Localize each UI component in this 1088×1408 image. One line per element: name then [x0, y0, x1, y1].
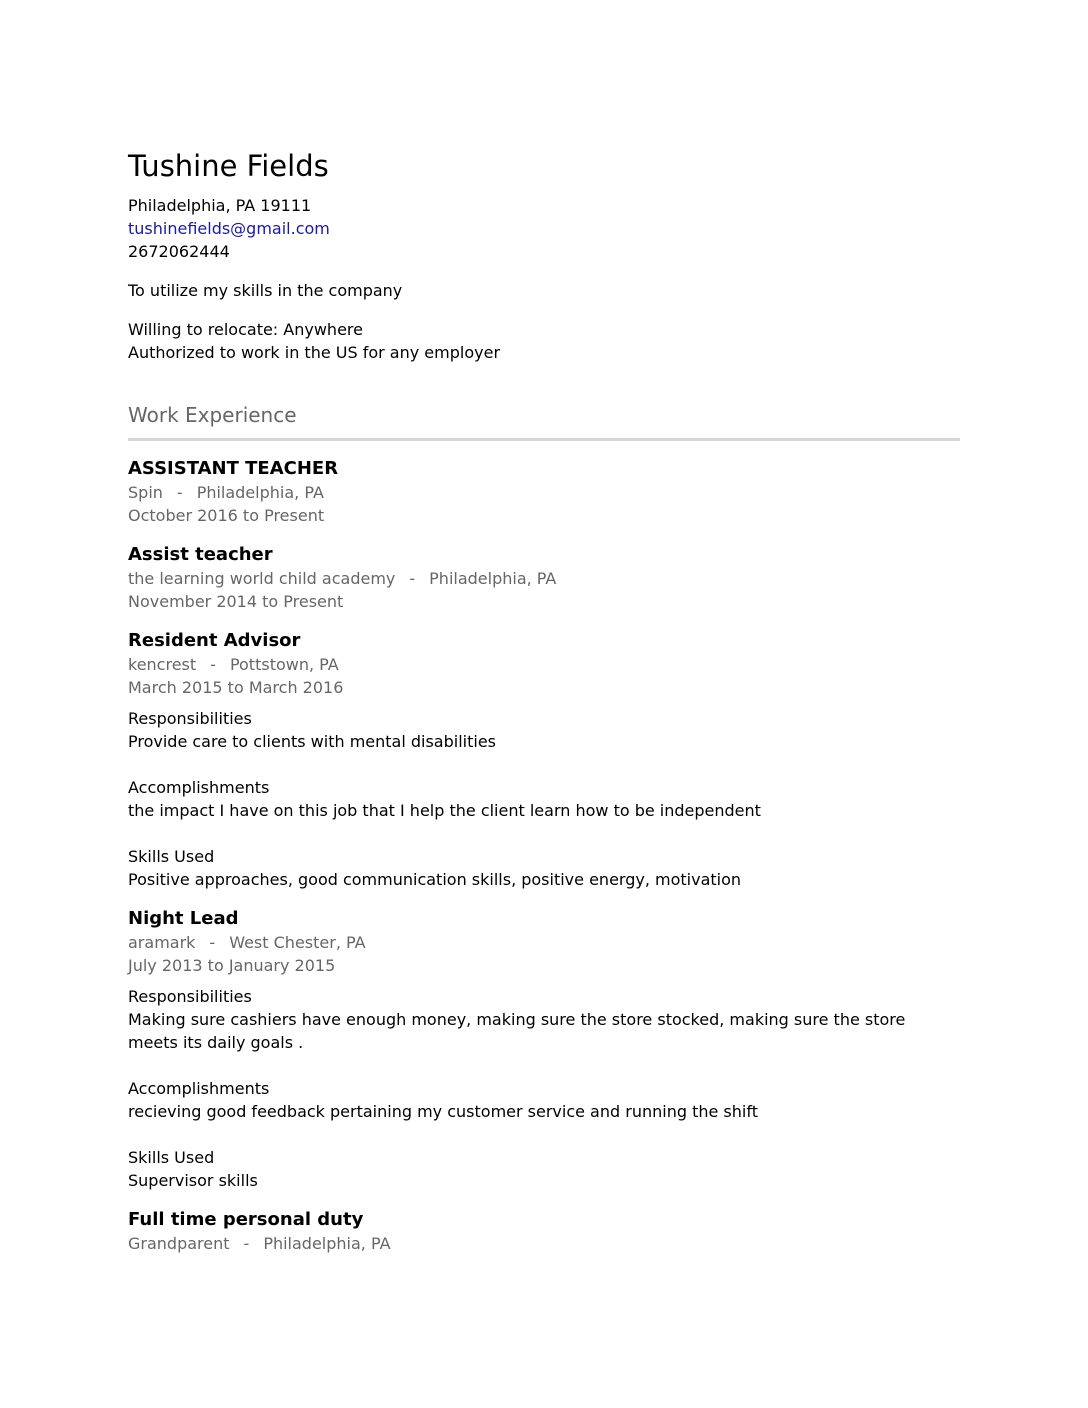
job-entry — [128, 543, 960, 613]
job-entry — [128, 457, 960, 527]
job-company: kencrest — [128, 655, 197, 674]
job-dates: November 2014 to Present — [128, 592, 344, 611]
job-company: aramark — [128, 933, 196, 952]
skills-text: Positive approaches, good communication skills, positive energy, motivation — [128, 870, 742, 889]
job-company-location — [128, 481, 960, 504]
responsibilities-block — [128, 985, 960, 1054]
job-company-location — [128, 567, 960, 590]
skills-text: Supervisor skills — [128, 1171, 258, 1190]
separator: - — [210, 655, 216, 674]
accomplishments-text: recieving good feedback pertaining my customer service and running the shift — [128, 1102, 758, 1121]
job-entry — [128, 629, 960, 891]
candidate-email-link[interactable]: tushinefields@gmail.com — [128, 219, 330, 238]
accomplishments-text: the impact I have on this job that I help the client learn how to be independent — [128, 801, 761, 820]
separator: - — [209, 933, 216, 952]
accomplishments-label: Accomplishments — [128, 778, 270, 797]
responsibilities-text: Provide care to clients with mental disabilities — [128, 732, 496, 751]
job-title: Night Lead — [128, 908, 239, 929]
job-dates: July 2013 to January 2015 — [128, 956, 336, 975]
job-title: Resident Advisor — [128, 630, 301, 651]
job-location: Philadelphia, PA — [429, 569, 557, 588]
accomplishments-block — [128, 1077, 960, 1123]
job-company-location — [128, 1232, 960, 1255]
job-dates: October 2016 to Present — [128, 506, 325, 525]
job-company-location — [128, 653, 960, 676]
skills-label: Skills Used — [128, 1148, 215, 1167]
candidate-location: Philadelphia, PA 19111 — [128, 196, 312, 215]
accomplishments-block — [128, 776, 960, 822]
job-company: Grandparent — [128, 1234, 230, 1253]
responsibilities-label: Responsibilities — [128, 709, 252, 728]
responsibilities-text: Making sure cashiers have enough money, making sure the store stocked, making sure the store meets its daily goals . — [128, 1010, 906, 1052]
section-divider — [128, 438, 960, 441]
skills-block — [128, 1146, 960, 1192]
authorization-text: Authorized to work in the US for any employer — [128, 343, 501, 362]
job-title: ASSISTANT TEACHER — [128, 458, 339, 479]
job-title: Full time personal duty — [128, 1209, 364, 1230]
job-title: Assist teacher — [128, 544, 273, 565]
responsibilities-label: Responsibilities — [128, 987, 252, 1006]
job-location: Philadelphia, PA — [263, 1234, 391, 1253]
relocate-text: Willing to relocate: Anywhere — [128, 320, 363, 339]
work-experience-heading: Work Experience — [128, 403, 297, 427]
candidate-phone: 2672062444 — [128, 242, 230, 261]
job-entry — [128, 907, 960, 1192]
separator: - — [243, 1234, 250, 1253]
job-company-location — [128, 931, 960, 954]
responsibilities-block — [128, 707, 960, 753]
resume-content — [128, 146, 960, 1255]
job-company: the learning world child academy — [128, 569, 396, 588]
job-location: Pottstown, PA — [229, 655, 339, 674]
job-entry — [128, 1208, 960, 1255]
separator: - — [409, 569, 416, 588]
job-company: Spin — [128, 483, 163, 502]
candidate-name: Tushine Fields — [128, 149, 329, 183]
skills-block — [128, 845, 960, 891]
skills-label: Skills Used — [128, 847, 215, 866]
accomplishments-label: Accomplishments — [128, 1079, 270, 1098]
job-location: West Chester, PA — [229, 933, 366, 952]
separator: - — [176, 483, 183, 502]
job-dates: March 2015 to March 2016 — [128, 678, 344, 697]
objective-text: To utilize my skills in the company — [128, 281, 403, 300]
job-location: Philadelphia, PA — [196, 483, 324, 502]
